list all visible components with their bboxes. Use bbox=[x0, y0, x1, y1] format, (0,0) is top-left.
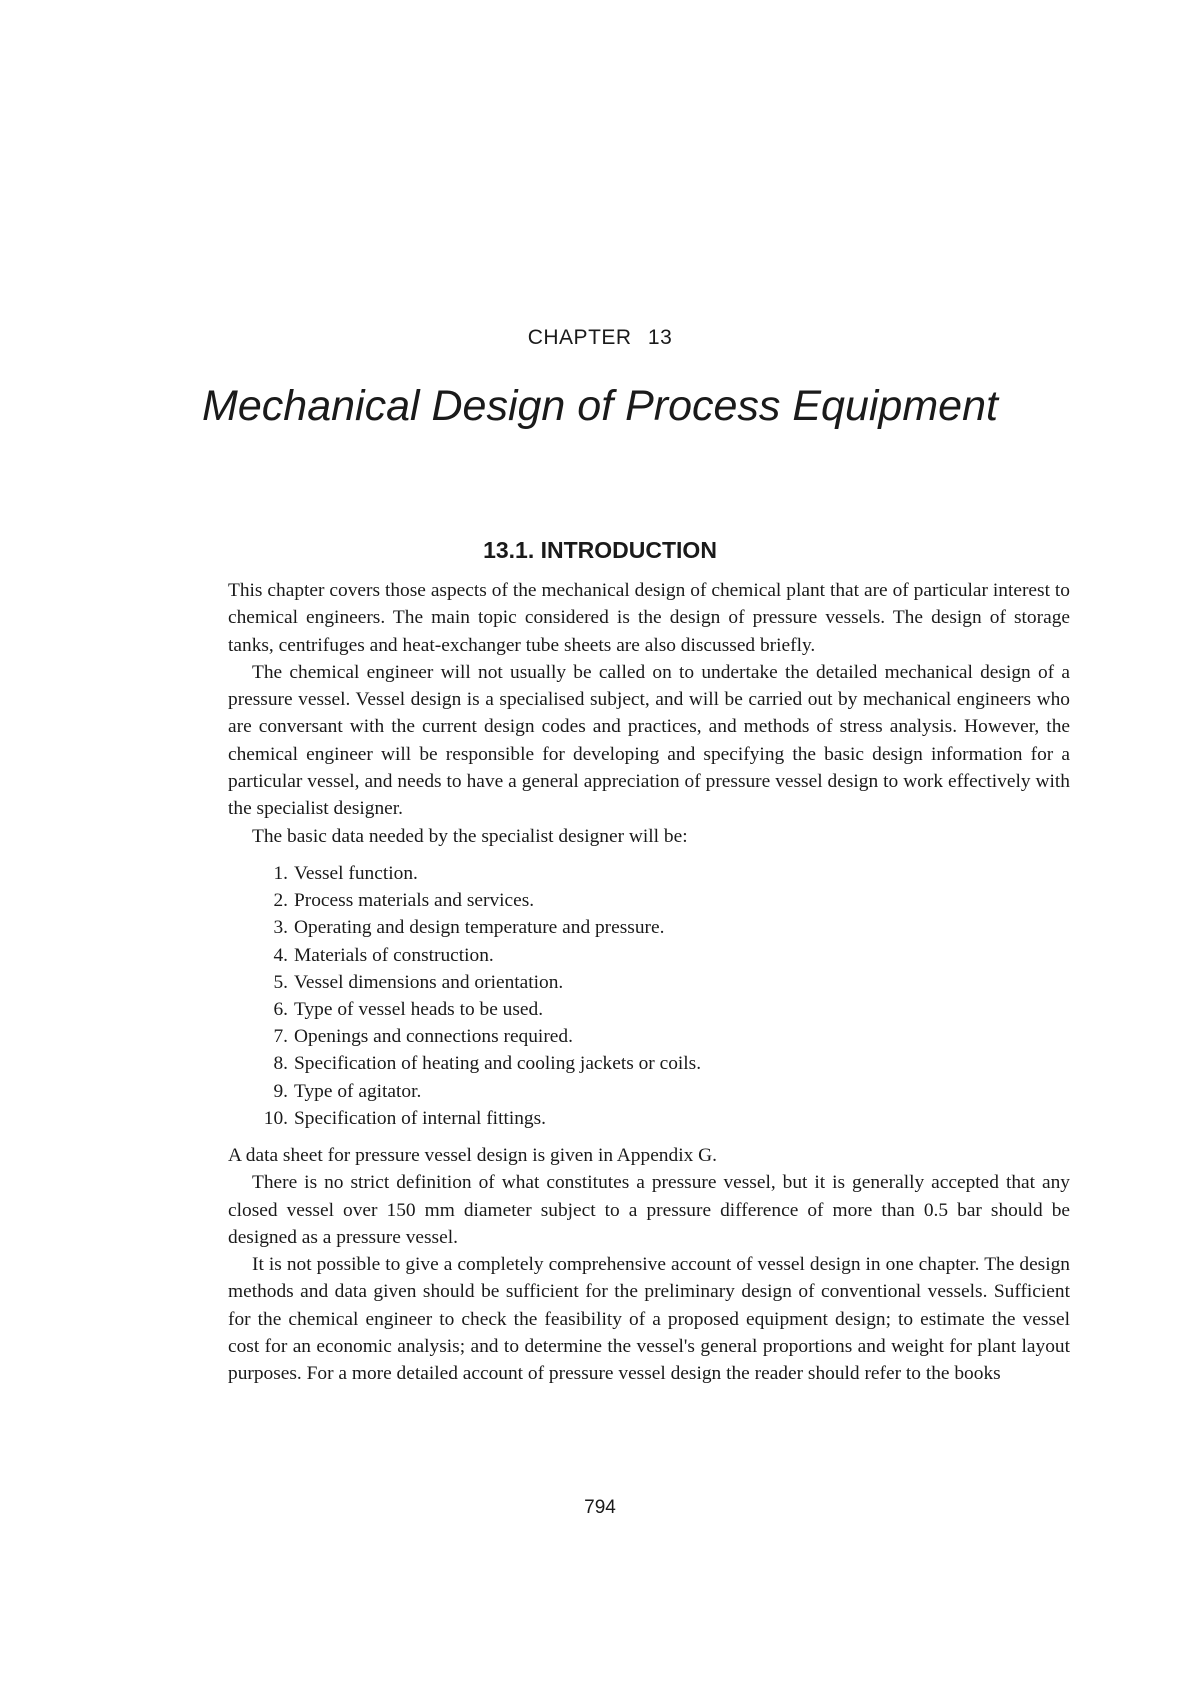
list-item-number: 10. bbox=[263, 1107, 288, 1129]
list-item-text: Type of vessel heads to be used. bbox=[294, 998, 544, 1020]
list-item-text: Vessel dimensions and orientation. bbox=[294, 971, 564, 993]
list-item bbox=[228, 942, 1070, 969]
list-item-number: 2. bbox=[273, 890, 288, 912]
list-item bbox=[228, 1105, 1070, 1132]
paragraph-2: The chemical engineer will not usually be called on to undertake the detailed mechanical design of a pressure vessel. Vessel design is a specialised subject, and will be carried out by mechanical engineers who are conversant with the current design codes and practices, and methods of stress analysis. However, the chemical engineer will be responsible for developing and specifying the basic design information for a particular vessel, and needs to have a general appreciation of pressure vessel design to work effectively with the specialist designer. bbox=[228, 661, 1070, 820]
paragraph-1: This chapter covers those aspects of the mechanical design of chemical plant that are of particular interest to chemical engineers. The main topic considered is the design of pressure vessels. The design of storage tanks, centrifuges and heat-exchanger tube sheets are also discussed briefly. bbox=[228, 580, 1070, 656]
list-item bbox=[228, 1050, 1070, 1077]
basic-data-list bbox=[228, 860, 1070, 1132]
list-item-number: 8. bbox=[273, 1053, 288, 1075]
chapter-title: Mechanical Design of Process Equipment bbox=[202, 382, 998, 430]
list-item bbox=[228, 1023, 1070, 1050]
section-heading: 13.1. INTRODUCTION bbox=[483, 537, 717, 563]
page-number: 794 bbox=[584, 1497, 616, 1518]
list-item-text: Openings and connections required. bbox=[294, 1026, 573, 1048]
list-item-text: Type of agitator. bbox=[294, 1080, 422, 1102]
list-item-text: Materials of construction. bbox=[294, 944, 494, 966]
list-item bbox=[228, 887, 1070, 914]
list-item-number: 1. bbox=[273, 862, 288, 884]
list-item bbox=[228, 969, 1070, 996]
body-text bbox=[228, 577, 1070, 1388]
list-item-number: 5. bbox=[273, 971, 288, 993]
list-item-number: 7. bbox=[273, 1026, 288, 1048]
paragraph-4: A data sheet for pressure vessel design is given in Appendix G. bbox=[228, 1145, 717, 1166]
chapter-label: CHAPTER 13 bbox=[527, 326, 673, 349]
list-item-number: 6. bbox=[273, 998, 288, 1020]
list-item-number: 3. bbox=[273, 917, 288, 939]
list-item-text: Vessel function. bbox=[294, 862, 418, 884]
paragraph-3: The basic data needed by the specialist designer will be: bbox=[252, 825, 688, 847]
paragraph-5: There is no strict definition of what constitutes a pressure vessel, but it is generally accepted that any closed vessel over 150 mm diameter subject to a pressure difference of more than 0.5 bar should be designed as a pressure vessel. bbox=[228, 1172, 1070, 1248]
list-item-text: Specification of internal fittings. bbox=[294, 1107, 547, 1129]
list-item-text: Process materials and services. bbox=[294, 890, 535, 912]
list-item-text: Operating and design temperature and pressure. bbox=[294, 917, 665, 939]
list-item bbox=[228, 860, 1070, 887]
list-item-text: Specification of heating and cooling jackets or coils. bbox=[294, 1053, 702, 1075]
paragraph-6: It is not possible to give a completely comprehensive account of vessel design in one chapter. The design methods and data given should be sufficient for the preliminary design of conventional vessels. Sufficient for the chemical engineer to check the feasibility of a proposed equipment design; to estimate the vessel cost for an economic analysis; and to determine the vessel's general proportions and weight for plant layout purposes. For a more detailed account of pressure vessel design the reader should refer to the books bbox=[228, 1254, 1070, 1385]
list-item-number: 4. bbox=[273, 944, 288, 966]
list-item bbox=[228, 1078, 1070, 1105]
list-item bbox=[228, 996, 1070, 1023]
list-item-number: 9. bbox=[273, 1080, 288, 1102]
list-item bbox=[228, 914, 1070, 941]
